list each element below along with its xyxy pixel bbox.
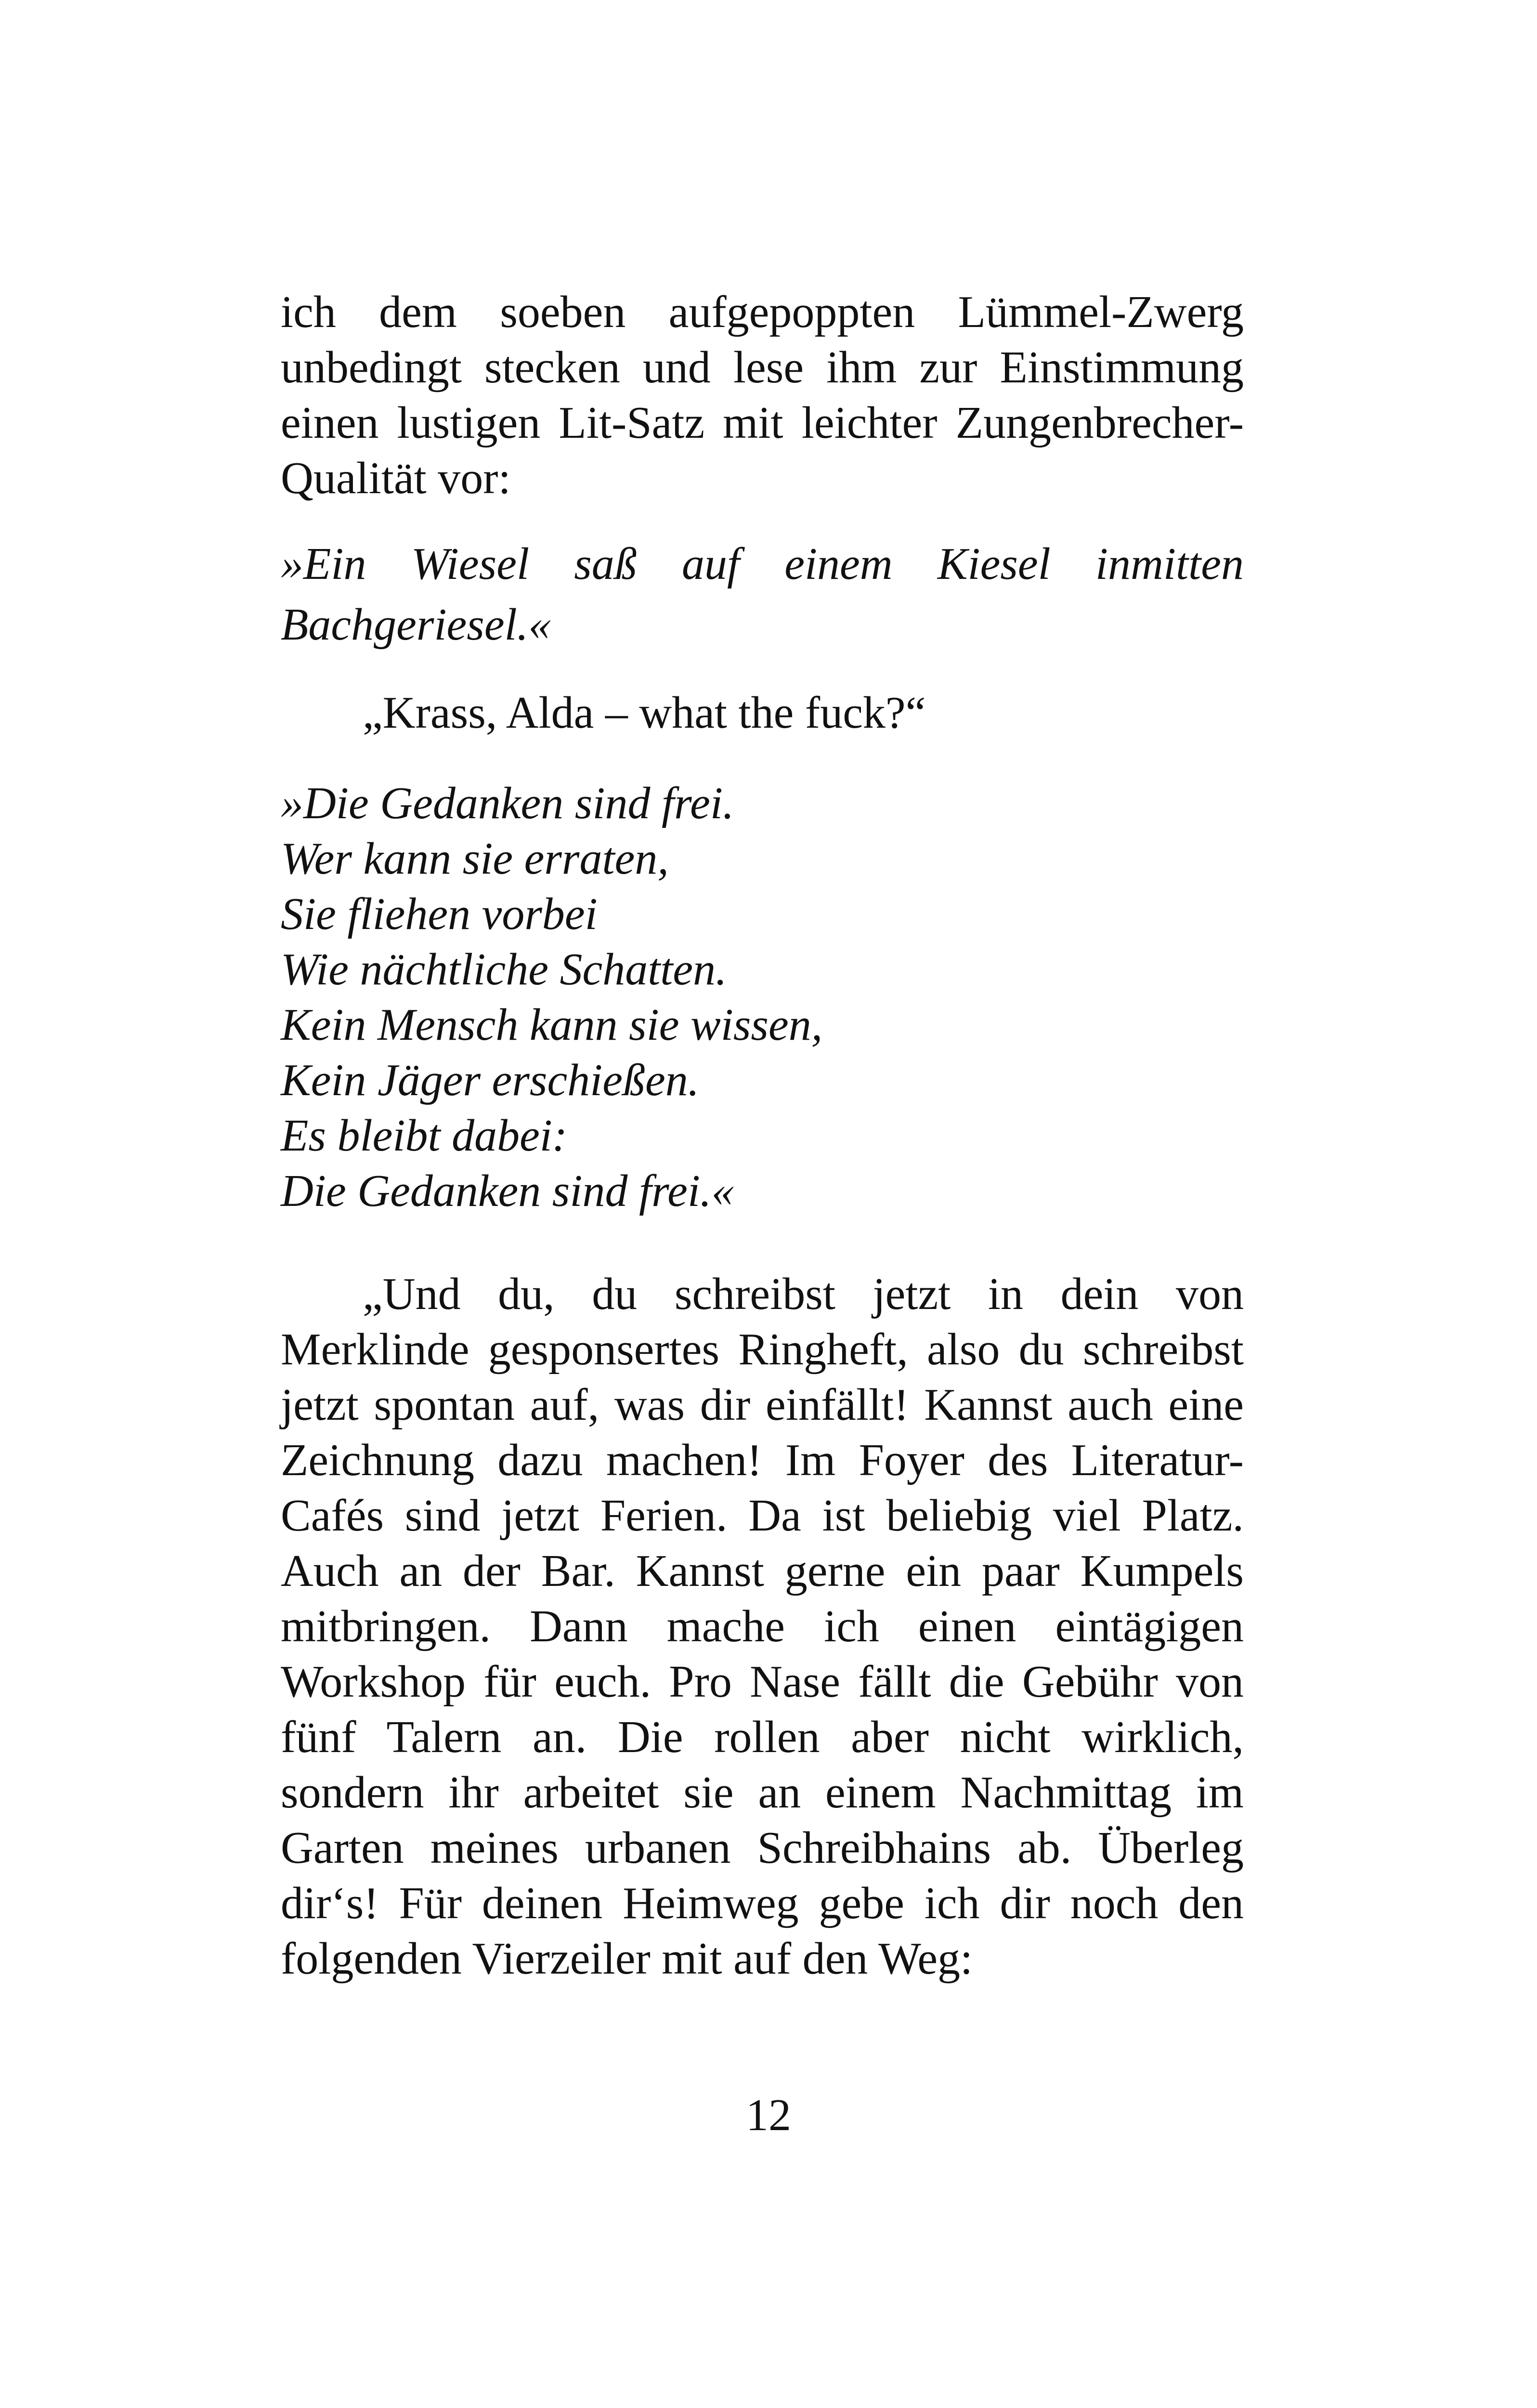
body-paragraph-intro: ich dem soeben aufgepoppten Lümmel-Zwerg unbedingt stecken und lese ihm zur Einstimmung einen lustigen Lit-Satz mit leichter Zungenbrecher-Qualität vor: bbox=[281, 287, 1244, 503]
poem-line: Die Gedanken sind frei.« bbox=[281, 1166, 734, 1216]
poem-line: Wer kann sie erraten, bbox=[281, 834, 669, 884]
italic-quote-tongue-twister: »Ein Wiesel saß auf einem Kiesel inmitten Bachgeriesel.« bbox=[281, 539, 1244, 650]
poem-line: Kein Mensch kann sie wissen, bbox=[281, 1000, 823, 1050]
poem-line: Kein Jäger erschießen. bbox=[281, 1055, 700, 1105]
poem-line: »Die Gedanken sind frei. bbox=[281, 778, 734, 828]
poem-block bbox=[281, 776, 1244, 1219]
page-number: 12 bbox=[746, 2090, 791, 2140]
poem-line: Sie fliehen vorbei bbox=[281, 889, 598, 939]
body-paragraph-workshop: „Und du, du schreibst jetzt in dein von Merklinde gesponsertes Ringheft, also du schreibst jetzt spontan auf, was dir einfällt! Kannst auch eine Zeichnung dazu machen! Im Foyer des Literatur-Cafés sind jetzt Ferien. Da ist beliebig viel Platz. Auch an der Bar. Kannst gerne ein paar Kumpels mitbringen. Dann mache ich einen eintägigen Workshop für euch. Pro Nase fällt die Gebühr von fünf Talern an. Die rollen aber nicht wirklich, sondern ihr arbeitet sie an einem Nachmittag im Garten meines urbanen Schreibhains ab. Überleg dir‘s! Für deinen Heimweg gebe ich dir noch den folgenden Vierzeiler mit auf den Weg: bbox=[281, 1269, 1244, 1984]
poem-line: Wie nächtliche Schatten. bbox=[281, 944, 727, 995]
poem-line: Es bleibt dabei: bbox=[281, 1111, 568, 1161]
dialogue-line: „Krass, Alda – what the fuck?“ bbox=[363, 688, 926, 738]
